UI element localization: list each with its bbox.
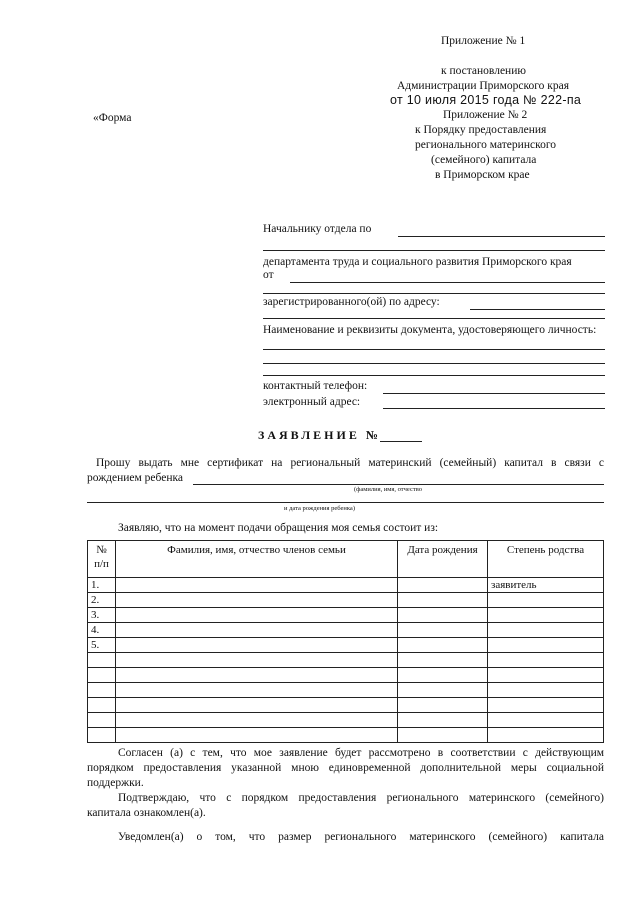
row-number-cell <box>88 728 116 743</box>
row-relation-cell[interactable] <box>488 713 604 728</box>
phone-field[interactable] <box>383 393 605 394</box>
family-table-body <box>88 578 604 743</box>
application-title: ЗАЯВЛЕНИЕ № <box>258 428 381 442</box>
row-name-cell[interactable] <box>116 608 398 623</box>
administration-label: Администрации Приморского края <box>397 80 569 92</box>
request-text-line2: рождением ребенка <box>87 472 184 484</box>
row-relation-cell[interactable] <box>488 728 604 743</box>
child-birthdate-hint: и дата рождения ребенка) <box>284 505 355 512</box>
row-relation-cell[interactable] <box>488 608 604 623</box>
row-number-cell <box>88 668 116 683</box>
table-row <box>88 713 604 728</box>
address-field[interactable] <box>470 309 605 310</box>
consent-p1-line3: поддержки. <box>87 777 144 789</box>
row-number-cell <box>88 713 116 728</box>
row-name-cell[interactable] <box>116 593 398 608</box>
id-document-field-line2[interactable] <box>263 363 605 364</box>
phone-label: контактный телефон: <box>263 380 368 392</box>
row-birthdate-cell[interactable] <box>398 683 488 698</box>
row-number-cell <box>88 698 116 713</box>
row-number-cell: 2. <box>88 593 116 608</box>
row-birthdate-cell[interactable] <box>398 698 488 713</box>
resolution-date-stamp: от 10 июля 2015 года № 222-па <box>390 93 582 107</box>
applicant-name-field-line2[interactable] <box>263 293 605 294</box>
id-document-field-line3[interactable] <box>263 375 605 376</box>
to-procedure-label: к Порядку предоставления <box>415 124 547 136</box>
id-document-label: Наименование и реквизиты документа, удостоверяющего личность: <box>263 324 597 336</box>
row-relation-cell[interactable] <box>488 638 604 653</box>
row-relation-cell[interactable] <box>488 668 604 683</box>
email-label: электронный адрес: <box>263 396 361 408</box>
table-row <box>88 638 604 653</box>
table-row <box>88 623 604 638</box>
row-birthdate-cell[interactable] <box>398 728 488 743</box>
row-birthdate-cell[interactable] <box>398 668 488 683</box>
request-text-line1: Прошу выдать мне сертификат на региональный материнский (семейный) капитал в связи с <box>96 457 604 469</box>
consent-p1-line2: порядком предоставления указанной мною единовременной дополнительной меры социальной <box>87 762 604 774</box>
table-row <box>88 683 604 698</box>
row-birthdate-cell[interactable] <box>398 713 488 728</box>
row-name-cell[interactable] <box>116 698 398 713</box>
row-birthdate-cell[interactable] <box>398 638 488 653</box>
applicant-name-field[interactable] <box>290 282 605 283</box>
table-row <box>88 653 604 668</box>
row-name-cell[interactable] <box>116 683 398 698</box>
address-field-line2[interactable] <box>263 318 605 319</box>
consent-p2-line2: капитала ознакомлен(а). <box>87 807 206 819</box>
row-number-cell: 5. <box>88 638 116 653</box>
to-resolution-label: к постановлению <box>441 65 526 77</box>
family-intro: Заявляю, что на момент подачи обращения моя семья состоит из: <box>118 522 439 534</box>
row-relation-cell[interactable] <box>488 698 604 713</box>
row-number-cell: 4. <box>88 623 116 638</box>
table-row <box>88 578 604 593</box>
row-relation-cell[interactable] <box>488 593 604 608</box>
row-number-cell: 1. <box>88 578 116 593</box>
row-relation-cell[interactable]: заявитель <box>488 578 604 593</box>
row-number-cell <box>88 683 116 698</box>
table-header-row <box>88 541 604 578</box>
row-birthdate-cell[interactable] <box>398 608 488 623</box>
child-name-field[interactable] <box>193 484 604 485</box>
row-birthdate-cell[interactable] <box>398 623 488 638</box>
row-birthdate-cell[interactable] <box>398 653 488 668</box>
region-label: в Приморском крае <box>435 169 530 181</box>
child-birthdate-field[interactable] <box>87 502 604 503</box>
from-label: от <box>263 269 274 281</box>
row-birthdate-cell[interactable] <box>398 593 488 608</box>
table-row <box>88 698 604 713</box>
row-number-cell: 3. <box>88 608 116 623</box>
row-relation-cell[interactable] <box>488 623 604 638</box>
row-name-cell[interactable] <box>116 623 398 638</box>
table-row <box>88 728 604 743</box>
application-number-field[interactable] <box>380 441 422 442</box>
row-relation-cell[interactable] <box>488 653 604 668</box>
chief-field[interactable] <box>398 236 605 237</box>
form-label: «Форма <box>93 112 132 124</box>
registered-address-label: зарегистрированного(ой) по адресу: <box>263 296 440 308</box>
table-row <box>88 608 604 623</box>
regional-maternal-label: регионального материнского <box>415 139 557 151</box>
row-name-cell[interactable] <box>116 668 398 683</box>
family-capital-label: (семейного) капитала <box>431 154 537 166</box>
row-birthdate-cell[interactable] <box>398 578 488 593</box>
row-relation-cell[interactable] <box>488 683 604 698</box>
table-row <box>88 668 604 683</box>
chief-field-line2[interactable] <box>263 250 605 251</box>
consent-p3-line1: Уведомлен(а) о том, что размер регионального материнского (семейного) капитала <box>118 831 604 843</box>
col-number-header: № п/п <box>88 541 116 578</box>
col-birthdate-header: Дата рождения <box>398 541 488 578</box>
table-row <box>88 593 604 608</box>
row-number-cell <box>88 653 116 668</box>
email-field[interactable] <box>383 408 605 409</box>
appendix2-label: Приложение № 2 <box>443 109 528 121</box>
row-name-cell[interactable] <box>116 638 398 653</box>
child-name-hint: (фамилия, имя, отчество <box>354 486 422 493</box>
chief-label: Начальнику отдела по <box>263 223 372 235</box>
consent-p1-line1: Согласен (а) с тем, что мое заявление будет рассмотрено в соответствии с действующим <box>118 747 604 759</box>
row-name-cell[interactable] <box>116 653 398 668</box>
col-name-header: Фамилия, имя, отчество членов семьи <box>116 541 398 578</box>
appendix1-label: Приложение № 1 <box>441 35 526 47</box>
row-name-cell[interactable] <box>116 713 398 728</box>
id-document-field[interactable] <box>263 349 605 350</box>
row-name-cell[interactable] <box>116 728 398 743</box>
family-members-table <box>87 540 604 743</box>
col-relation-header: Степень родства <box>488 541 604 578</box>
consent-p2-line1: Подтверждаю, что с порядком предоставления регионального материнского (семейного) <box>118 792 604 804</box>
department-label: департамента труда и социального развития Приморского края <box>263 256 572 268</box>
row-name-cell[interactable] <box>116 578 398 593</box>
